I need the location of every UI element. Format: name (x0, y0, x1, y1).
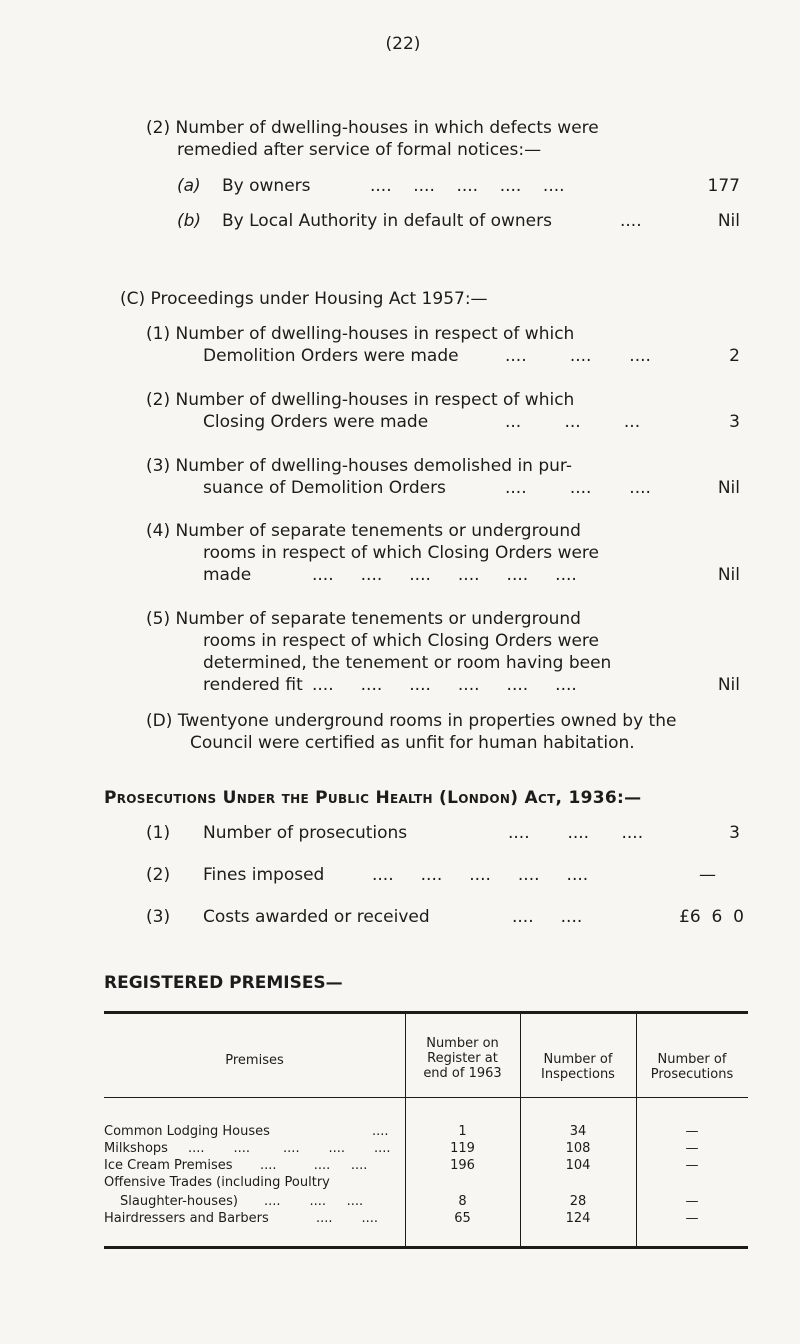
row-inspections: 108 (565, 1141, 591, 1156)
row-prosecutions: — (685, 1141, 699, 1156)
section-c-heading: (C) Proceedings under Housing Act 1957:— (120, 289, 488, 309)
row-inspections: 28 (569, 1194, 587, 1209)
leader-dots: .... .... .... .... .... (370, 176, 565, 196)
registered-premises-heading: REGISTERED PREMISES— (104, 973, 343, 993)
leader-dots: .... .... .... .... .... (188, 1141, 391, 1156)
leader-dots: .... (620, 211, 642, 231)
c-item4-line3: made (203, 565, 252, 585)
leader-dots: .... (372, 1124, 389, 1139)
leader-dots: .... .... .... (505, 346, 651, 366)
leader-dots: .... .... .... (505, 478, 651, 498)
leader-dots: .... .... .... .... .... .... (312, 565, 577, 585)
row-premises-name: Common Lodging Houses (104, 1124, 270, 1139)
c-item5-line1: (5) Number of separate tenements or underground (146, 609, 581, 629)
prosecution-item3-text: Costs awarded or received (203, 907, 430, 927)
c-item5-line2: rooms in respect of which Closing Orders were (203, 631, 600, 651)
col-header-inspections-line1: Number of (543, 1052, 613, 1067)
table-bottom-rule (104, 1246, 748, 1249)
c-item3-line1: (3) Number of dwelling-houses demolished in pur- (146, 456, 572, 476)
c-item3-line2: suance of Demolition Orders (203, 478, 446, 498)
leader-dots: .... .... .... (260, 1158, 368, 1173)
row-inspections: 124 (565, 1211, 591, 1226)
c-item3-value: Nil (717, 478, 740, 498)
table-row (104, 1141, 748, 1156)
row-register: 1 (458, 1124, 467, 1139)
leader-dots: ... ... ... (505, 412, 641, 432)
c-item5-line4: rendered fit (203, 675, 303, 695)
row-inspections: 104 (565, 1158, 591, 1173)
leader-dots: .... .... (316, 1211, 378, 1226)
col-header-register-line2: Register at (427, 1051, 498, 1066)
row-premises-name: Slaughter-houses) (120, 1194, 238, 1209)
row-premises-name: Ice Cream Premises (104, 1158, 233, 1173)
row-prosecutions: — (685, 1158, 699, 1173)
row-prosecutions: — (685, 1194, 699, 1209)
col-header-register (405, 1036, 520, 1081)
c-item1-line2: Demolition Orders were made (203, 346, 459, 366)
by-authority-value: Nil (717, 211, 740, 231)
c-item1-value: 2 (729, 346, 740, 366)
row-register: 119 (450, 1141, 475, 1156)
table-row (104, 1158, 748, 1173)
page-number: (22) (385, 34, 421, 54)
prosecution-item2-label: (2) (146, 865, 171, 885)
c-item4-line1: (4) Number of separate tenements or underground (146, 521, 581, 541)
col-header-register-line3: end of 1963 (423, 1066, 502, 1081)
defects-heading-line1: (2) Number of dwelling-houses in which defects were (146, 118, 599, 138)
c-item1-line1: (1) Number of dwelling-houses in respect of which (146, 324, 575, 344)
defects-heading-line2: remedied after service of formal notices:— (177, 140, 542, 160)
table-header-rule (104, 1097, 748, 1098)
col-header-inspections-line2: Inspections (541, 1067, 615, 1082)
by-owners-value: 177 (707, 176, 740, 196)
row-premises-name: Hairdressers and Barbers (104, 1211, 269, 1226)
by-owners-text: By owners (222, 176, 311, 196)
leader-dots: .... .... .... .... .... .... (312, 675, 577, 695)
section-d-line2: Council were certified as unfit for human habitation. (190, 733, 635, 753)
leader-dots: .... .... .... (508, 823, 644, 843)
c-item2-value: 3 (729, 412, 740, 432)
prosecutions-heading: Prosecutions Under the Public Health (London) Act, 1936:— (104, 788, 642, 808)
leader-dots: .... .... .... (264, 1194, 364, 1209)
prosecution-item3-value: £6 6 0 (679, 907, 744, 927)
col-header-prosecutions-line2: Prosecutions (650, 1067, 734, 1082)
row-register: 65 (454, 1211, 471, 1226)
table-top-rule (104, 1011, 748, 1014)
c-item4-value: Nil (717, 565, 740, 585)
col-header-register-line1: Number on (426, 1036, 499, 1051)
table-row (104, 1211, 748, 1226)
col-header-prosecutions (636, 1052, 748, 1082)
col-header-premises: Premises (225, 1053, 284, 1068)
by-authority-text: By Local Authority in default of owners (222, 211, 552, 231)
row-register: 196 (450, 1158, 475, 1173)
row-premises-name: Milkshops (104, 1141, 168, 1156)
prosecution-item2-text: Fines imposed (203, 865, 325, 885)
col-header-inspections (520, 1052, 636, 1082)
by-authority-label: (b) (177, 211, 202, 231)
by-owners-label: (a) (177, 176, 201, 196)
prosecution-item1-text: Number of prosecutions (203, 823, 408, 843)
c-item5-value: Nil (717, 675, 740, 695)
prosecution-item1-value: 3 (729, 823, 740, 843)
col-header-prosecutions-line1: Number of (657, 1052, 727, 1067)
row-inspections: 34 (569, 1124, 587, 1139)
table-row (104, 1124, 748, 1139)
table-row (104, 1175, 748, 1190)
prosecution-item1-label: (1) (146, 823, 171, 843)
leader-dots: .... .... .... .... .... (372, 865, 589, 885)
c-item2-line2: Closing Orders were made (203, 412, 429, 432)
row-register: 8 (458, 1194, 467, 1209)
section-d-line1: (D) Twentyone underground rooms in properties owned by the (146, 711, 677, 731)
prosecution-item2-value: — (699, 865, 716, 885)
table-row (104, 1194, 748, 1209)
prosecution-item3-label: (3) (146, 907, 171, 927)
row-prosecutions: — (685, 1124, 699, 1139)
row-premises-name: Offensive Trades (including Poultry (104, 1175, 330, 1190)
leader-dots: .... .... (512, 907, 583, 927)
c-item4-line2: rooms in respect of which Closing Orders were (203, 543, 600, 563)
c-item5-line3: determined, the tenement or room having been (203, 653, 612, 673)
row-prosecutions: — (685, 1211, 699, 1226)
c-item2-line1: (2) Number of dwelling-houses in respect of which (146, 390, 575, 410)
